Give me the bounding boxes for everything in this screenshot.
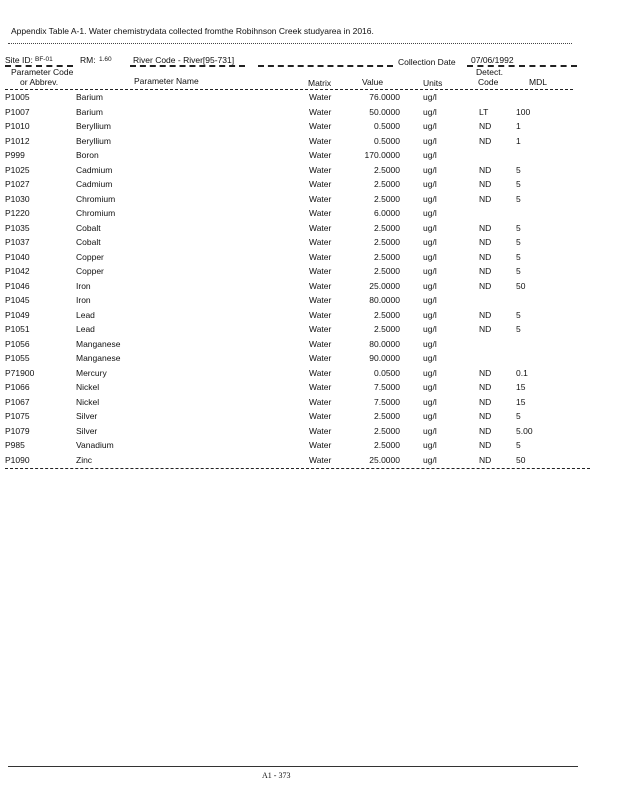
cell-value: 2.5000 <box>374 440 400 450</box>
cell-name: Lead <box>76 324 95 334</box>
cell-value: 2.5000 <box>374 222 400 233</box>
cell-code: P1090 <box>5 454 30 465</box>
cell-name: Iron <box>76 295 91 305</box>
cell-value: 6.0000 <box>374 208 400 218</box>
cell-mdl: 50 <box>516 454 526 465</box>
cell-detect: ND <box>479 454 492 465</box>
cell-units: ug/l <box>423 382 437 392</box>
cell-code: P1007 <box>5 106 30 117</box>
cell-mdl: 50 <box>516 280 526 291</box>
cell-mdl: 5 <box>516 440 521 450</box>
site-id-value: BF-01 <box>35 56 53 63</box>
table-row <box>0 295 600 309</box>
cell-mdl: 15 <box>516 396 526 407</box>
table-row <box>0 310 600 324</box>
cell-code: P71900 <box>5 367 35 378</box>
cell-units: ug/l <box>423 324 437 334</box>
cell-matrix: Water <box>309 92 332 102</box>
collection-date-value: 07/06/1992 <box>471 55 514 65</box>
cell-mdl: 5 <box>516 411 521 421</box>
table-row <box>0 223 600 237</box>
cell-matrix: Water <box>309 382 332 392</box>
cell-value: 0.0500 <box>374 367 400 378</box>
cell-matrix: Water <box>309 106 332 117</box>
column-header-rule <box>5 89 573 90</box>
rm-value: 1.60 <box>99 56 112 63</box>
cell-value: 25.0000 <box>369 454 400 465</box>
cell-matrix: Water <box>309 121 332 131</box>
cell-detect: ND <box>479 382 492 392</box>
cell-units: ug/l <box>423 164 437 175</box>
cell-detect: ND <box>479 179 492 189</box>
table-row <box>0 121 600 135</box>
cell-code: P1042 <box>5 266 30 276</box>
cell-detect: ND <box>479 440 492 450</box>
cell-units: ug/l <box>423 440 437 450</box>
cell-matrix: Water <box>309 454 332 465</box>
cell-name: Cadmium <box>76 179 113 189</box>
cell-code: P1040 <box>5 251 30 262</box>
cell-units: ug/l <box>423 106 437 117</box>
cell-mdl: 5 <box>516 266 521 276</box>
cell-name: Silver <box>76 425 98 436</box>
cell-detect: ND <box>479 324 492 334</box>
cell-value: 7.5000 <box>374 382 400 392</box>
collection-date-label: Collection Date <box>398 57 456 67</box>
cell-value: 7.5000 <box>374 396 400 407</box>
cell-detect: ND <box>479 121 492 131</box>
table-row <box>0 368 600 382</box>
cell-mdl: 5 <box>516 237 521 247</box>
table-row <box>0 426 600 440</box>
cell-name: Mercury <box>76 367 107 378</box>
cell-value: 2.5000 <box>374 237 400 247</box>
cell-units: ug/l <box>423 92 437 102</box>
cell-matrix: Water <box>309 440 332 450</box>
cell-matrix: Water <box>309 309 332 320</box>
cell-detect: ND <box>479 222 492 233</box>
cell-units: ug/l <box>423 266 437 276</box>
cell-detect: LT <box>479 106 489 117</box>
cell-mdl: 5 <box>516 251 521 262</box>
cell-units: ug/l <box>423 338 437 349</box>
cell-matrix: Water <box>309 179 332 189</box>
cell-mdl: 0.1 <box>516 367 528 378</box>
cell-units: ug/l <box>423 353 437 363</box>
cell-code: P985 <box>5 440 25 450</box>
cell-code: P1012 <box>5 135 30 146</box>
cell-mdl: 1 <box>516 135 521 146</box>
col-mdl: MDL <box>529 77 547 87</box>
cell-detect: ND <box>479 411 492 421</box>
cell-matrix: Water <box>309 353 332 363</box>
cell-value: 2.5000 <box>374 425 400 436</box>
cell-value: 80.0000 <box>369 338 400 349</box>
table-row <box>0 455 600 469</box>
cell-mdl: 5.00 <box>516 425 533 436</box>
cell-value: 2.5000 <box>374 179 400 189</box>
cell-name: Barium <box>76 106 103 117</box>
table-row <box>0 252 600 266</box>
table-row <box>0 194 600 208</box>
cell-detect: ND <box>479 396 492 407</box>
table-row <box>0 237 600 251</box>
cell-units: ug/l <box>423 237 437 247</box>
cell-name: Manganese <box>76 353 121 363</box>
col-matrix: Matrix <box>308 78 332 88</box>
cell-matrix: Water <box>309 425 332 436</box>
cell-code: P1037 <box>5 237 30 247</box>
table-row <box>0 339 600 353</box>
cell-name: Nickel <box>76 382 100 392</box>
table-row <box>0 107 600 121</box>
cell-detect: ND <box>479 193 492 204</box>
cell-name: Chromium <box>76 208 116 218</box>
cell-units: ug/l <box>423 179 437 189</box>
site-id-label: Site ID: <box>5 55 33 65</box>
cell-matrix: Water <box>309 411 332 421</box>
page-number: A1 - 373 <box>262 771 291 780</box>
cell-name: Vanadium <box>76 440 114 450</box>
col-param-name: Parameter Name <box>134 76 199 86</box>
cell-code: P1056 <box>5 338 30 349</box>
cell-code: P1079 <box>5 425 30 436</box>
cell-value: 0.5000 <box>374 121 400 131</box>
cell-units: ug/l <box>423 121 437 131</box>
cell-mdl: 5 <box>516 179 521 189</box>
table-row <box>0 179 600 193</box>
table-row <box>0 208 600 222</box>
table-row <box>0 136 600 150</box>
cell-units: ug/l <box>423 411 437 421</box>
cell-name: Iron <box>76 280 91 291</box>
cell-units: ug/l <box>423 222 437 233</box>
cell-units: ug/l <box>423 193 437 204</box>
cell-value: 2.5000 <box>374 266 400 276</box>
cell-name: Boron <box>76 150 99 160</box>
col-value: Value <box>362 77 384 87</box>
cell-detect: ND <box>479 135 492 146</box>
cell-name: Lead <box>76 309 95 320</box>
cell-matrix: Water <box>309 266 332 276</box>
cell-units: ug/l <box>423 454 437 465</box>
col-param-code-2: or Abbrev. <box>20 77 59 87</box>
cell-value: 0.5000 <box>374 135 400 146</box>
cell-units: ug/l <box>423 295 437 305</box>
cell-units: ug/l <box>423 251 437 262</box>
cell-value: 170.0000 <box>364 150 400 160</box>
col-detect-2: Code <box>478 77 499 87</box>
cell-code: P1027 <box>5 179 30 189</box>
cell-matrix: Water <box>309 237 332 247</box>
cell-code: P999 <box>5 150 25 160</box>
cell-code: P1049 <box>5 309 30 320</box>
table-row <box>0 150 600 164</box>
cell-detect: ND <box>479 164 492 175</box>
cell-name: Zinc <box>76 454 93 465</box>
table-row <box>0 440 600 454</box>
cell-matrix: Water <box>309 135 332 146</box>
table-row <box>0 397 600 411</box>
cell-units: ug/l <box>423 425 437 436</box>
table-row <box>0 266 600 280</box>
cell-name: Manganese <box>76 338 121 349</box>
cell-mdl: 5 <box>516 164 521 175</box>
col-param-code: Parameter Code <box>11 67 74 77</box>
cell-name: Beryllium <box>76 135 111 146</box>
cell-units: ug/l <box>423 150 437 160</box>
cell-mdl: 5 <box>516 324 521 334</box>
cell-mdl: 1 <box>516 121 521 131</box>
cell-matrix: Water <box>309 164 332 175</box>
cell-units: ug/l <box>423 135 437 146</box>
col-units: Units <box>423 78 443 88</box>
cell-detect: ND <box>479 280 492 291</box>
cell-name: Silver <box>76 411 98 421</box>
cell-name: Nickel <box>76 396 100 407</box>
cell-value: 2.5000 <box>374 309 400 320</box>
header-rule <box>258 65 393 67</box>
footer-rule <box>8 766 578 767</box>
cell-code: P1010 <box>5 121 30 131</box>
cell-code: P1066 <box>5 382 30 392</box>
cell-matrix: Water <box>309 150 332 160</box>
cell-code: P1046 <box>5 280 30 291</box>
table-row <box>0 324 600 338</box>
cell-matrix: Water <box>309 251 332 262</box>
cell-units: ug/l <box>423 396 437 407</box>
cell-code: P1030 <box>5 193 30 204</box>
cell-value: 2.5000 <box>374 324 400 334</box>
cell-units: ug/l <box>423 367 437 378</box>
cell-code: P1045 <box>5 295 30 305</box>
cell-code: P1005 <box>5 92 30 102</box>
cell-mdl: 5 <box>516 222 521 233</box>
cell-matrix: Water <box>309 396 332 407</box>
cell-name: Chromium <box>76 193 116 204</box>
cell-mdl: 100 <box>516 106 531 117</box>
cell-detect: ND <box>479 309 492 320</box>
cell-mdl: 5 <box>516 193 521 204</box>
cell-code: P1035 <box>5 222 30 233</box>
cell-matrix: Water <box>309 222 332 233</box>
cell-name: Beryllium <box>76 121 111 131</box>
cell-mdl: 5 <box>516 309 521 320</box>
cell-value: 25.0000 <box>369 280 400 291</box>
cell-code: P1055 <box>5 353 30 363</box>
cell-matrix: Water <box>309 208 332 218</box>
cell-value: 50.0000 <box>369 106 400 117</box>
cell-matrix: Water <box>309 324 332 334</box>
table-caption: Appendix Table A-1. Water chemistrydata collected fromthe Robihnson Creek studyarea in 2016. <box>11 26 374 36</box>
table-row <box>0 411 600 425</box>
cell-value: 80.0000 <box>369 295 400 305</box>
cell-value: 2.5000 <box>374 164 400 175</box>
cell-name: Cobalt <box>76 222 101 233</box>
cell-code: P1220 <box>5 208 30 218</box>
cell-value: 2.5000 <box>374 193 400 204</box>
cell-matrix: Water <box>309 367 332 378</box>
cell-value: 76.0000 <box>369 92 400 102</box>
cell-name: Copper <box>76 266 104 276</box>
cell-units: ug/l <box>423 208 437 218</box>
cell-units: ug/l <box>423 280 437 291</box>
cell-name: Copper <box>76 251 104 262</box>
cell-value: 2.5000 <box>374 411 400 421</box>
table-row <box>0 165 600 179</box>
cell-detect: ND <box>479 425 492 436</box>
cell-name: Cobalt <box>76 237 101 247</box>
cell-matrix: Water <box>309 295 332 305</box>
table-row <box>0 353 600 367</box>
cell-code: P1075 <box>5 411 30 421</box>
cell-detect: ND <box>479 367 492 378</box>
cell-matrix: Water <box>309 338 332 349</box>
table-row <box>0 281 600 295</box>
cell-value: 2.5000 <box>374 251 400 262</box>
cell-code: P1051 <box>5 324 30 334</box>
cell-value: 90.0000 <box>369 353 400 363</box>
river-code: River Code - River[95-731] <box>133 55 235 65</box>
cell-detect: ND <box>479 251 492 262</box>
cell-code: P1067 <box>5 396 30 407</box>
cell-detect: ND <box>479 237 492 247</box>
table-row <box>0 382 600 396</box>
cell-name: Cadmium <box>76 164 113 175</box>
col-detect: Detect. <box>476 67 503 77</box>
cell-units: ug/l <box>423 309 437 320</box>
caption-divider <box>8 43 572 44</box>
rm-label: RM: <box>80 55 96 65</box>
cell-name: Barium <box>76 92 103 102</box>
table-row <box>0 92 600 106</box>
cell-code: P1025 <box>5 164 30 175</box>
cell-matrix: Water <box>309 280 332 291</box>
table-bottom-rule <box>5 468 590 469</box>
cell-mdl: 15 <box>516 382 526 392</box>
header-rule <box>130 65 245 67</box>
cell-detect: ND <box>479 266 492 276</box>
cell-matrix: Water <box>309 193 332 204</box>
